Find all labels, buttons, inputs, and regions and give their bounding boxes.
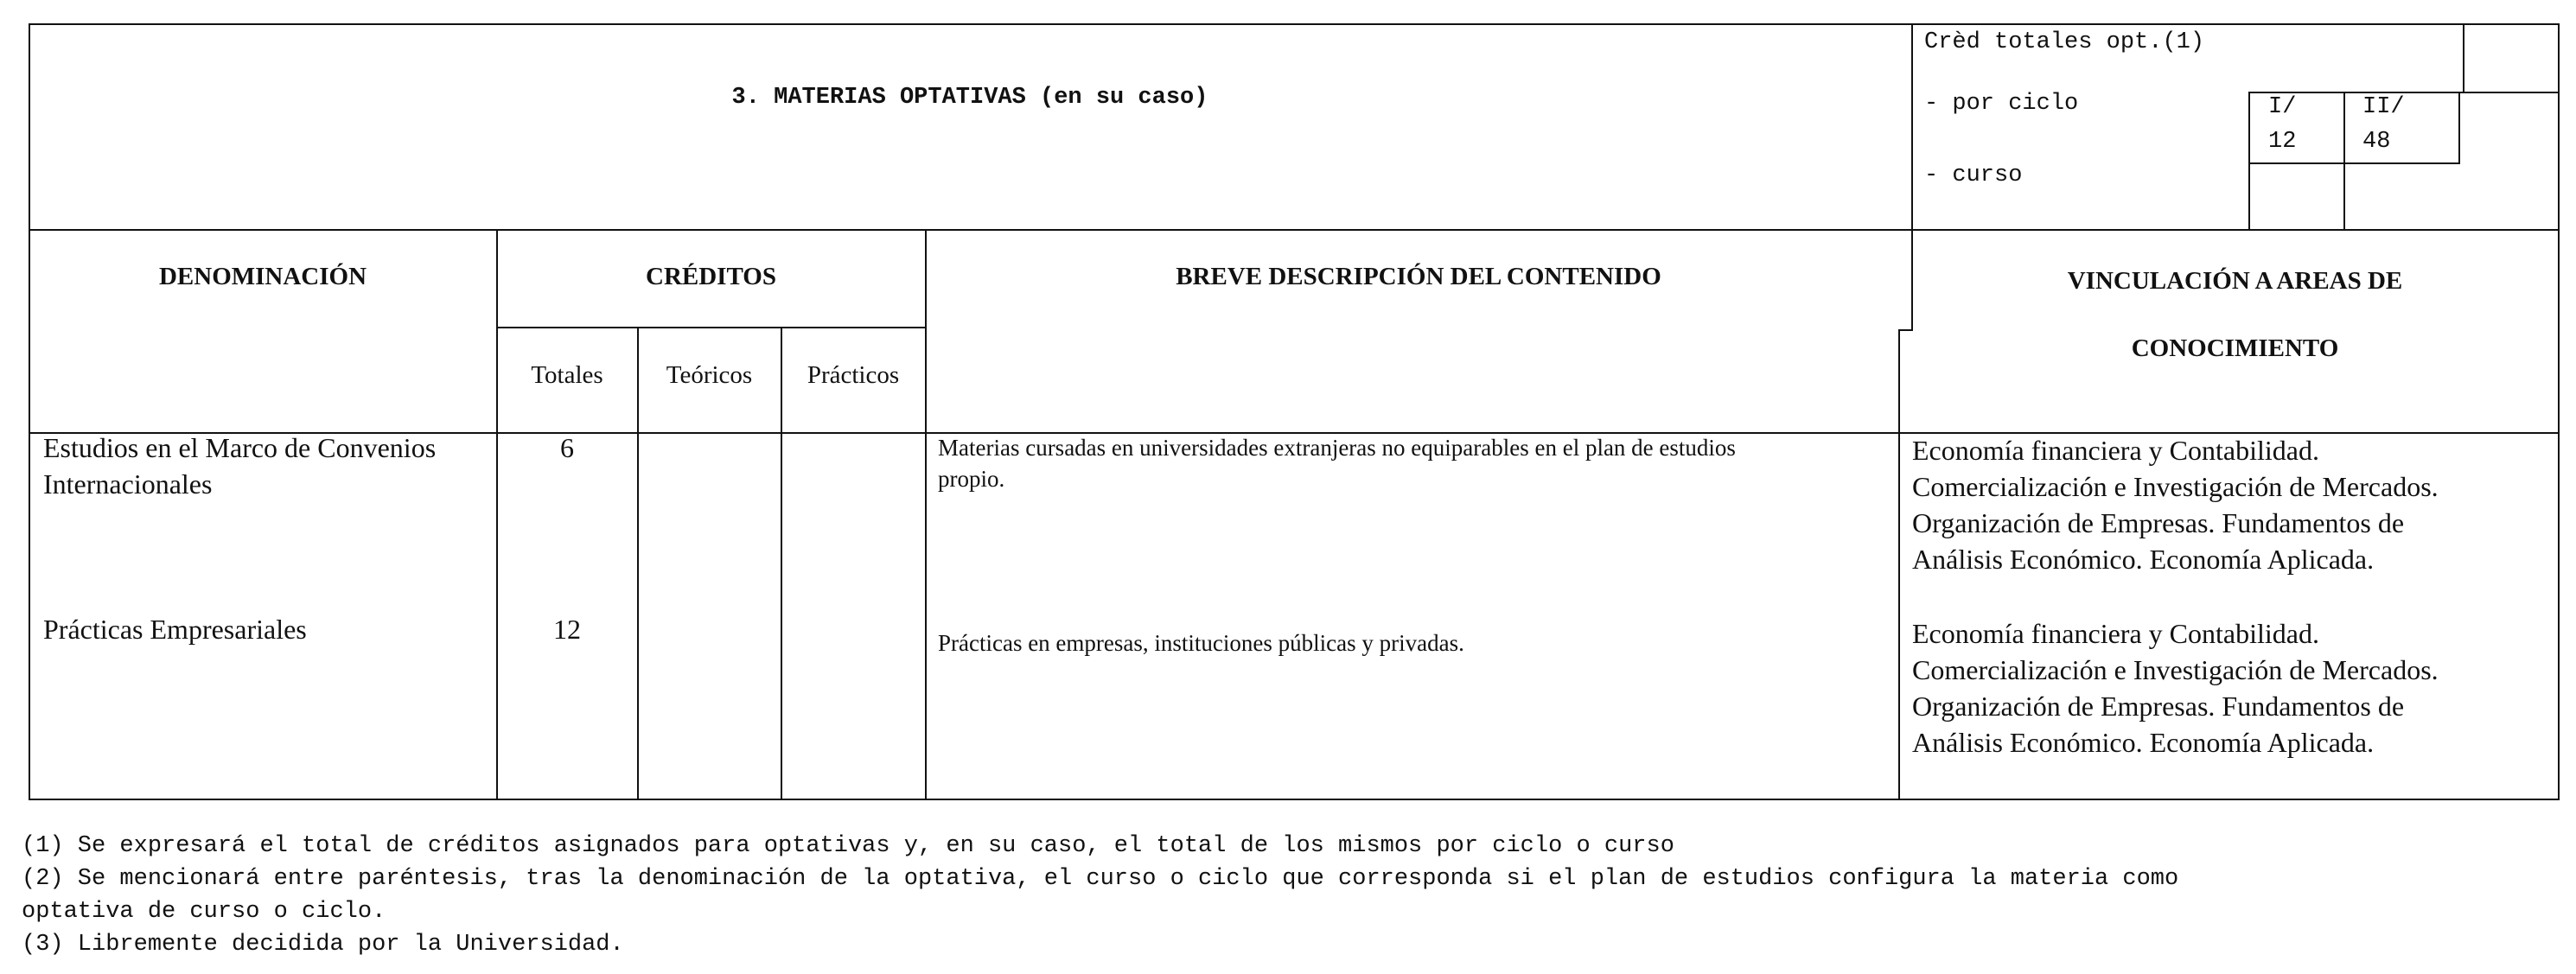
header-creditos: CRÉDITOS <box>646 263 776 290</box>
cycle-2-roman: II/ <box>2362 94 2405 120</box>
row-1-areas: Economía financiera y Contabilidad. Comercialización e Investigación de Mercados. Organización de Empresas. Fundamentos de Análisis Económico. Economía Aplicada. <box>1912 435 2439 575</box>
row-1-denominacion: Estudios en el Marco de Convenios Internacionales <box>43 432 437 500</box>
row-2-areas: Economía financiera y Contabilidad. Comercialización e Investigación de Mercados. Organización de Empresas. Fundamentos de Análisis Económico. Economía Aplicada. <box>1912 618 2439 758</box>
subheader-teoricos: Teóricos <box>666 361 753 389</box>
header-descripcion: BREVE DESCRIPCIÓN DEL CONTENIDO <box>1176 263 1661 290</box>
row-2-totales: 12 <box>553 614 581 645</box>
footnote-1: (1) Se expresará el total de créditos asignados para optativas y, en su caso, el total de los mismos por ciclo o curso <box>22 833 1674 859</box>
row-1-descripcion: Materias cursadas en universidades extranjeras no equiparables en el plan de estudios propio. <box>938 435 1736 492</box>
row-2-denominacion: Prácticas Empresariales <box>43 614 307 645</box>
header-vinculacion-line-1: VINCULACIÓN A AREAS DE <box>2067 267 2403 295</box>
footnote-2-continued: optativa de curso o ciclo. <box>22 899 386 925</box>
footnote-3: (3) Libremente decidida por la Universidad. <box>22 932 624 958</box>
curso-label: - curso <box>1924 162 2023 188</box>
header-vinculacion-line-2: CONOCIMIENTO <box>2131 334 2339 362</box>
subheader-practicos: Prácticos <box>807 361 900 389</box>
cycle-1-credits: 12 <box>2268 129 2297 155</box>
header-denominacion: DENOMINACIÓN <box>158 263 367 290</box>
subheader-totales: Totales <box>531 361 603 389</box>
row-1-totales: 6 <box>560 432 574 463</box>
row-2-descripcion: Prácticas en empresas, instituciones públicas y privadas. <box>938 630 1464 656</box>
credits-total-label: Crèd totales opt.(1) <box>1924 29 2205 55</box>
footnotes <box>22 830 2563 961</box>
section-title: 3. MATERIAS OPTATIVAS (en su caso) <box>731 85 1208 111</box>
por-ciclo-label: - por ciclo <box>1924 91 2079 117</box>
footnote-2: (2) Se mencionará entre paréntesis, tras la denominación de la optativa, el curso o ciclo que corresponda si el plan de estudios configura la materia como <box>22 866 2179 892</box>
cycle-2-credits: 48 <box>2362 129 2391 155</box>
cycle-1-roman: I/ <box>2268 94 2297 120</box>
